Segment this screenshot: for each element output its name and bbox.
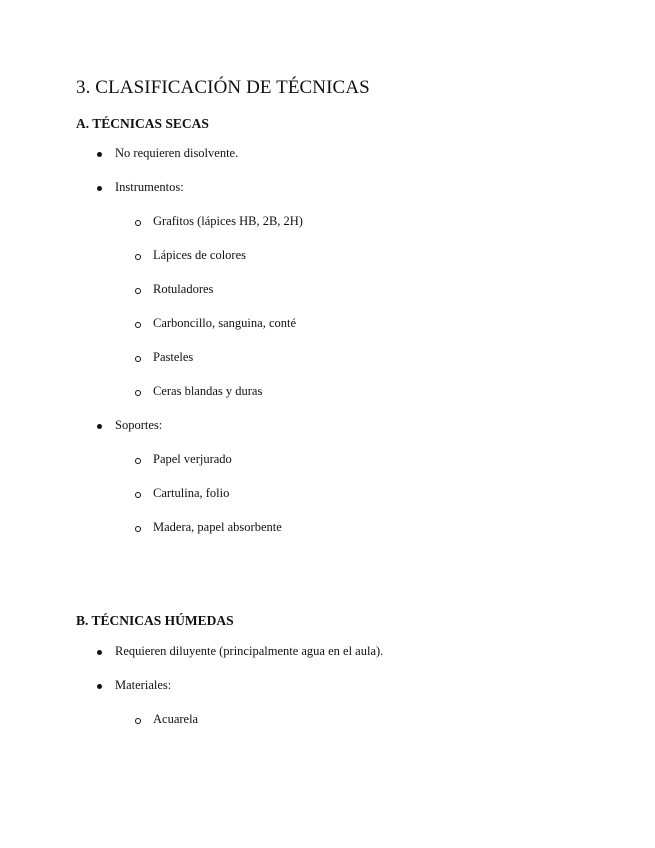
list-item: No requieren disolvente. (115, 146, 239, 160)
bullet-icon (97, 424, 102, 429)
circle-bullet-icon (135, 288, 141, 294)
circle-bullet-icon (135, 718, 141, 724)
list-item: Requieren diluyente (principalmente agua en el aula). (115, 644, 384, 658)
sub-list-item: Rotuladores (153, 282, 214, 296)
circle-bullet-icon (135, 492, 141, 498)
circle-bullet-icon (135, 458, 141, 464)
circle-bullet-icon (135, 322, 141, 328)
sub-list-item: Carboncillo, sanguina, conté (153, 316, 297, 330)
section-a-heading: A. TÉCNICAS SECAS (76, 116, 209, 131)
bullet-icon (97, 650, 102, 655)
sub-list-item: Ceras blandas y duras (153, 384, 263, 398)
circle-bullet-icon (135, 220, 141, 226)
sub-list-item: Papel verjurado (153, 452, 232, 466)
sub-list-item: Lápices de colores (153, 248, 247, 262)
list-item: Instrumentos: (115, 180, 184, 194)
circle-bullet-icon (135, 356, 141, 362)
list-item: Materiales: (115, 678, 172, 692)
sub-list-item: Acuarela (153, 712, 199, 726)
bullet-icon (97, 684, 102, 689)
bullet-icon (97, 152, 102, 157)
circle-bullet-icon (135, 390, 141, 396)
section-b-heading: B. TÉCNICAS HÚMEDAS (76, 613, 234, 628)
list-item: Soportes: (115, 418, 163, 432)
page-title: 3. CLASIFICACIÓN DE TÉCNICAS (76, 77, 370, 98)
bullet-icon (97, 186, 102, 191)
sub-list-item: Pasteles (153, 350, 194, 364)
sub-list-item: Grafitos (lápices HB, 2B, 2H) (153, 214, 303, 228)
sub-list-item: Madera, papel absorbente (153, 520, 282, 534)
circle-bullet-icon (135, 254, 141, 260)
sub-list-item: Cartulina, folio (153, 486, 230, 500)
circle-bullet-icon (135, 526, 141, 532)
